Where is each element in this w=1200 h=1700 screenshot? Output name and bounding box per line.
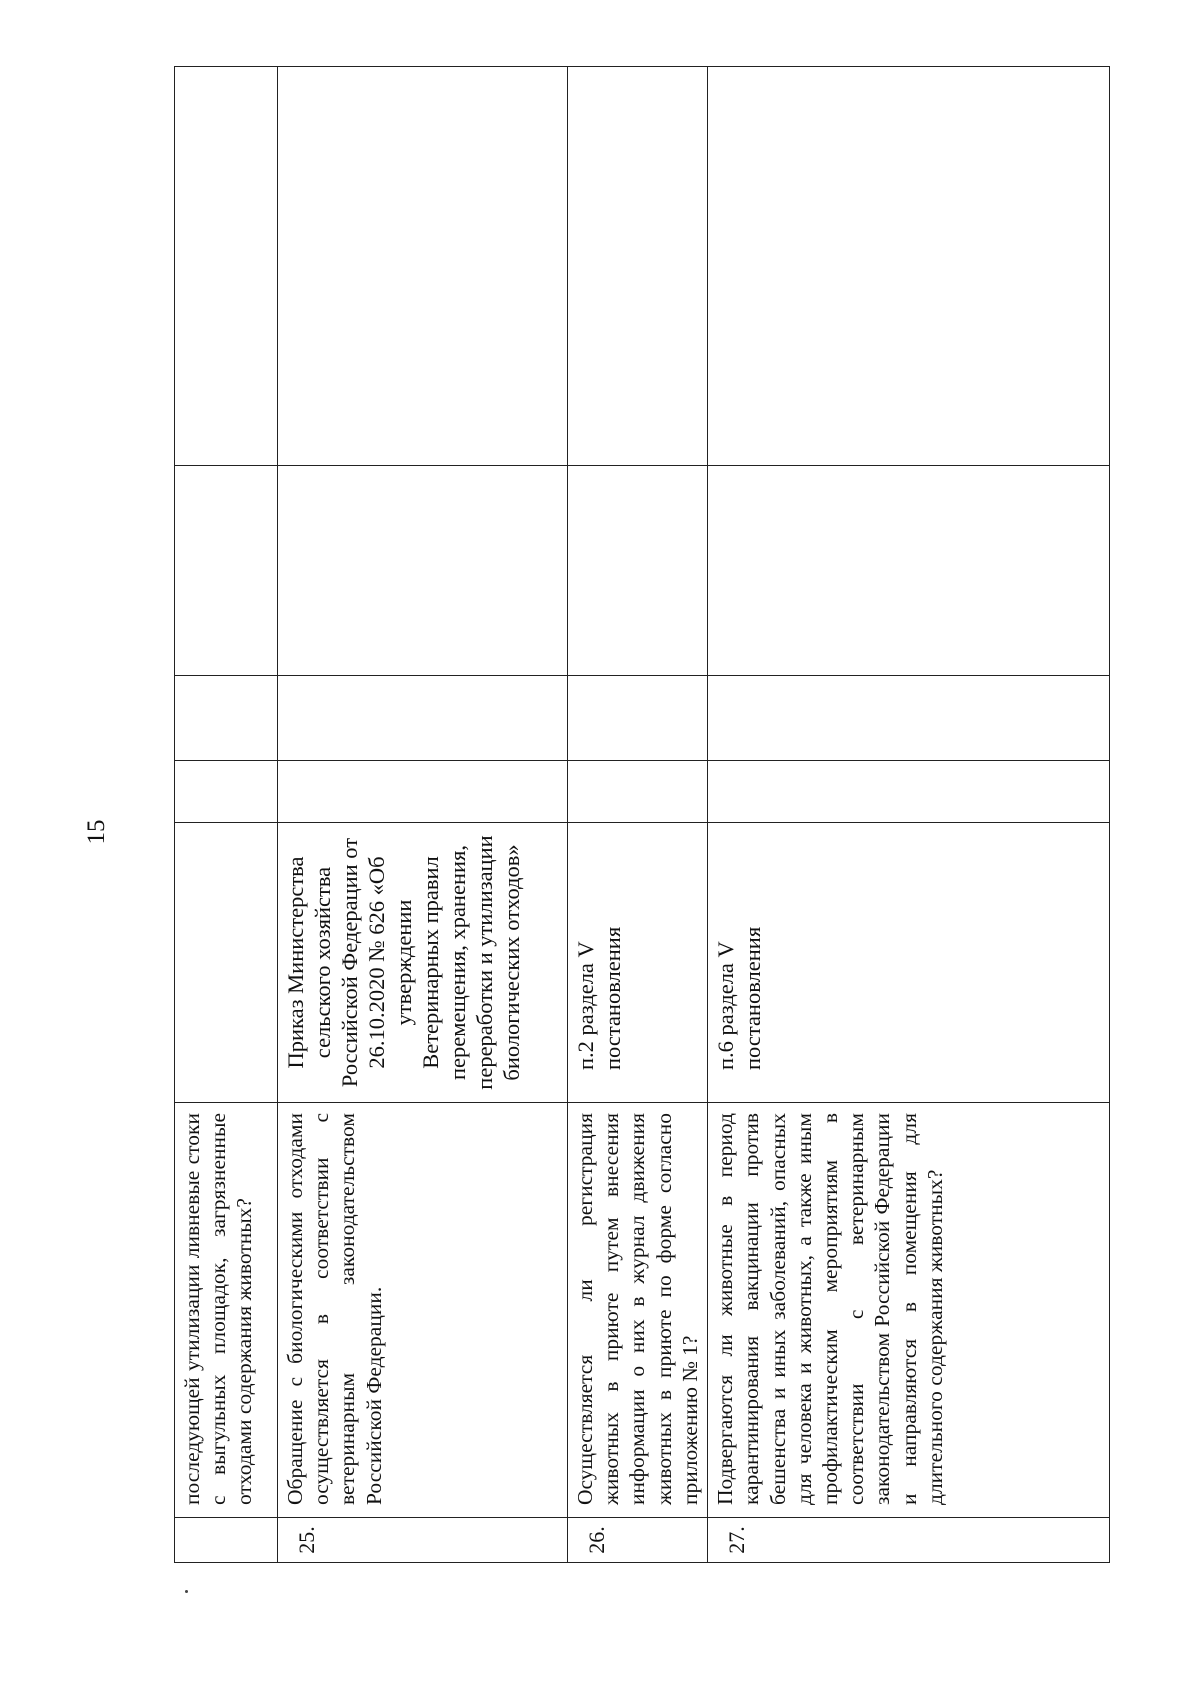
question-cell: Осуществляется ли регистрация животных в приюте путем внесения информации о них в журнал движения животных в приюте по форме согласно приложению № 1? (568, 1103, 708, 1518)
answer-cell (278, 761, 568, 823)
notes-cell (568, 67, 708, 466)
notes-cell (708, 67, 1110, 466)
page-number: 15 (83, 819, 110, 845)
answer-cell (175, 466, 278, 676)
table-row (568, 67, 708, 1563)
scan-speck (185, 1590, 188, 1593)
answer-cell (708, 761, 1110, 823)
answer-cell (175, 676, 278, 761)
answer-cell (175, 761, 278, 823)
answer-cell (708, 676, 1110, 761)
legal-basis-cell: Приказ Министерства сельского хозяйства Российской Федерации от 26.10.2020 № 626 «Об утверждении Ветеринарных правил перемещения, хранения, переработки и утилизации биологических отходов» (278, 823, 568, 1103)
table-row (278, 67, 568, 1563)
answer-cell (568, 466, 708, 676)
row-number: 25. (278, 1518, 568, 1563)
answer-cell (708, 466, 1110, 676)
legal-basis-cell: п.6 раздела V постановления (708, 823, 1110, 1103)
checklist-table (174, 66, 1110, 1563)
table-row (175, 67, 278, 1563)
answer-cell (278, 676, 568, 761)
notes-cell (278, 67, 568, 466)
question-cell: последующей утилизации ливневые стоки с выгульных площадок, загрязненные отходами содержания животных? (175, 1103, 278, 1518)
legal-basis-cell (175, 823, 278, 1103)
table-row (708, 67, 1110, 1563)
row-number (175, 1518, 278, 1563)
answer-cell (568, 676, 708, 761)
row-number: 26. (568, 1518, 708, 1563)
legal-basis-cell: п.2 раздела V постановления (568, 823, 708, 1103)
row-number: 27. (708, 1518, 1110, 1563)
question-cell: Подвергаются ли животные в период карантинирования вакцинации против бешенства и иных заболеваний, опасных для человека и животных, а также иным профилактическим мероприятиям в соответствии с ветеринарным законодательством Российской Федерации и направляются в помещения для длительного содержания животных? (708, 1103, 1110, 1518)
answer-cell (278, 466, 568, 676)
checklist-table-wrapper (174, 67, 1109, 1563)
question-cell: Обращение с биологическими отходами осуществляется в соответствии с ветеринарным законодательством Российской Федерации. (278, 1103, 568, 1518)
answer-cell (568, 761, 708, 823)
notes-cell (175, 67, 278, 466)
